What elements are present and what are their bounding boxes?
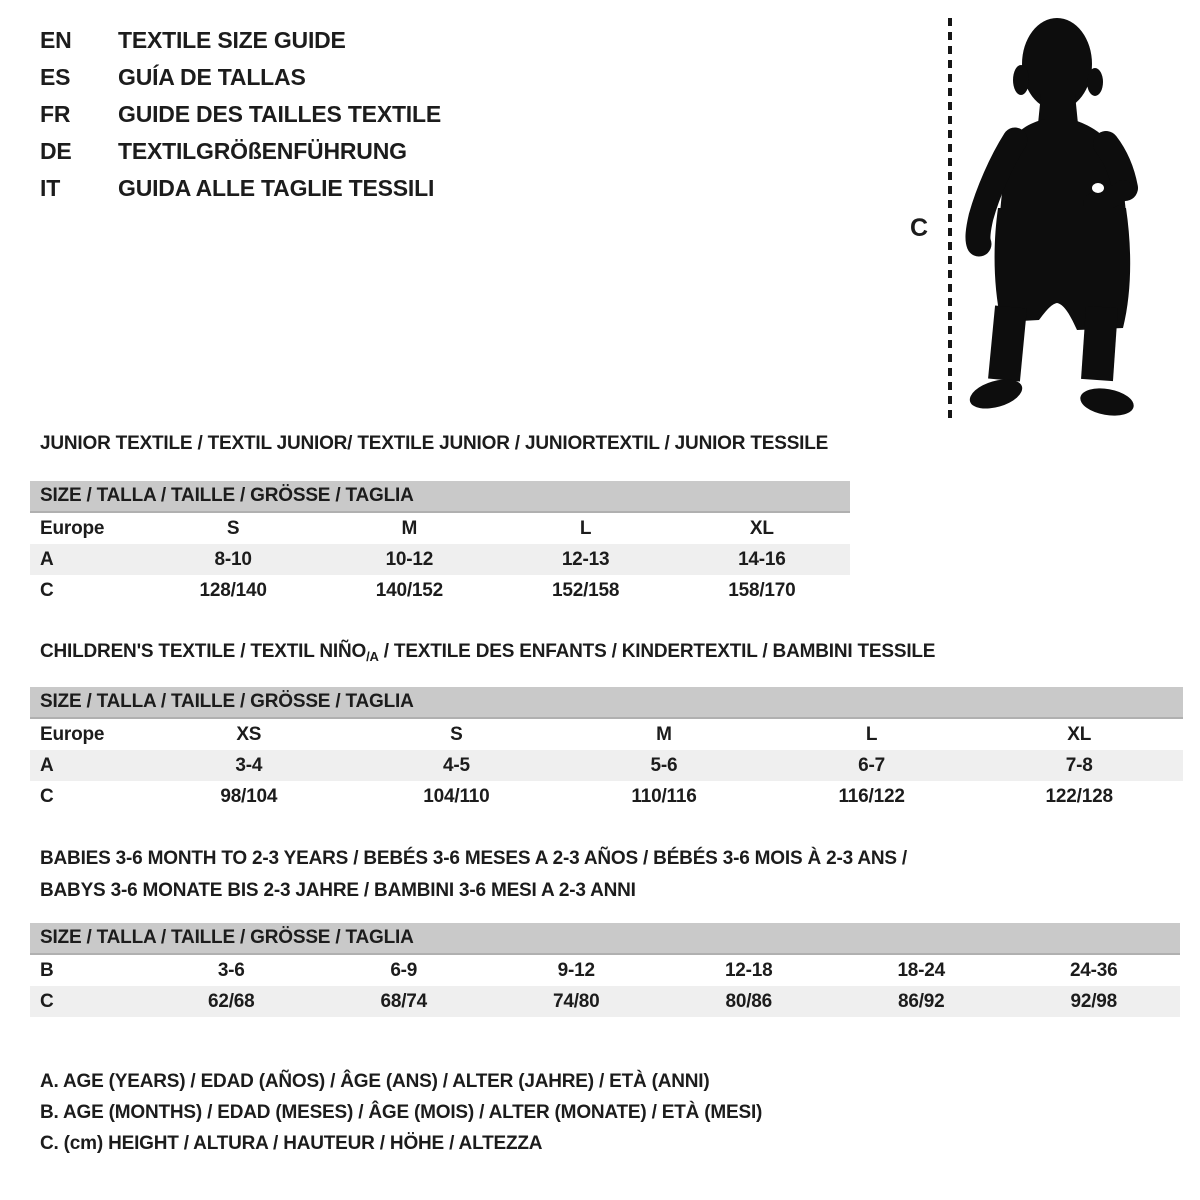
- row-label: B: [40, 959, 54, 981]
- table-row-age: [30, 544, 850, 575]
- babies-size-table: [30, 923, 1180, 1017]
- age-cell: 3-4: [235, 754, 263, 776]
- language-row-fr: [40, 96, 441, 133]
- age-cell: 5-6: [650, 754, 678, 776]
- language-row-en: [40, 22, 441, 59]
- size-header-bar: SIZE / TALLA / TAILLE / GRÖSSE / TAGLIA: [30, 687, 1183, 719]
- age-cell: 12-13: [561, 548, 610, 570]
- babies-heading-line2: BABYS 3-6 MONATE BIS 2-3 JAHRE / BAMBINI 3-6 MESI A 2-3 ANNI: [40, 880, 636, 901]
- size-cell: S: [450, 723, 463, 745]
- age-cell: 6-7: [858, 754, 886, 776]
- row-label: C: [40, 579, 54, 601]
- language-code: EN: [40, 27, 72, 53]
- guide-title-fr: GUIDE DES TAILLES TEXTILE: [118, 101, 441, 127]
- row-label: Europe: [40, 723, 105, 745]
- language-code: DE: [40, 138, 72, 164]
- height-cell: 74/80: [552, 990, 600, 1012]
- months-cell: 24-36: [1069, 959, 1118, 981]
- toddler-silhouette-icon: [965, 12, 1140, 417]
- age-cell: 10-12: [385, 548, 434, 570]
- legend-line-c: C. (cm) HEIGHT / ALTURA / HAUTEUR / HÖHE / ALTEZZA: [40, 1132, 543, 1154]
- months-cell: 12-18: [724, 959, 773, 981]
- months-cell: 3-6: [217, 959, 245, 981]
- size-cell: XL: [749, 517, 774, 539]
- children-heading-pre: CHILDREN'S TEXTILE / TEXTIL NIÑO: [40, 641, 367, 662]
- height-cell: 116/122: [838, 785, 905, 807]
- size-cell: XL: [1067, 723, 1092, 745]
- language-code: FR: [40, 101, 71, 127]
- height-cell: 92/98: [1070, 990, 1118, 1012]
- language-code: ES: [40, 64, 71, 90]
- size-cell: M: [656, 723, 672, 745]
- height-cell: 152/158: [551, 579, 620, 601]
- guide-title-it: GUIDA ALLE TAGLIE TESSILI: [118, 175, 435, 201]
- measurement-legend: [40, 1066, 762, 1159]
- age-cell: 8-10: [214, 548, 252, 570]
- months-cell: 18-24: [897, 959, 946, 981]
- language-row-it: [40, 170, 441, 207]
- height-cell: 86/92: [897, 990, 945, 1012]
- children-heading-post: / TEXTILE DES ENFANTS / KINDERTEXTIL / BAMBINI TESSILE: [378, 641, 936, 662]
- row-label: A: [40, 754, 54, 776]
- guide-title-en: TEXTILE SIZE GUIDE: [118, 27, 346, 53]
- children-size-table: [30, 687, 1183, 812]
- language-row-de: [40, 133, 441, 170]
- size-cell: XS: [236, 723, 262, 745]
- junior-size-table: [30, 481, 850, 606]
- table-row-europe: [30, 719, 1183, 750]
- table-row-height: [30, 575, 850, 606]
- age-cell: 4-5: [442, 754, 470, 776]
- height-cell: 68/74: [380, 990, 428, 1012]
- height-cell: 110/116: [631, 785, 697, 807]
- height-cell: 80/86: [725, 990, 773, 1012]
- size-cell: L: [579, 517, 592, 539]
- table-row-europe: [30, 513, 850, 544]
- height-cell: 104/110: [423, 785, 490, 807]
- row-label: C: [40, 785, 54, 807]
- size-header-bar: SIZE / TALLA / TAILLE / GRÖSSE / TAGLIA: [30, 481, 850, 513]
- table-row-height: [30, 986, 1180, 1017]
- height-cell: 140/152: [375, 579, 444, 601]
- language-row-es: [40, 59, 441, 96]
- size-cell: L: [865, 723, 878, 745]
- table-row-age: [30, 750, 1183, 781]
- height-measure-label: C: [910, 214, 928, 242]
- height-cell: 62/68: [207, 990, 255, 1012]
- babies-heading-line1: BABIES 3-6 MONTH TO 2-3 YEARS / BEBÉS 3-6 MESES A 2-3 AÑOS / BÉBÉS 3-6 MOIS À 2-3 ANS /: [40, 848, 908, 869]
- size-header-bar: SIZE / TALLA / TAILLE / GRÖSSE / TAGLIA: [30, 923, 1180, 955]
- legend-line-b: B. AGE (MONTHS) / EDAD (MESES) / ÂGE (MOIS) / ALTER (MONATE) / ETÀ (MESI): [40, 1101, 763, 1123]
- junior-section-heading: JUNIOR TEXTILE / TEXTIL JUNIOR/ TEXTILE JUNIOR / JUNIORTEXTIL / JUNIOR TESSILE: [40, 433, 829, 454]
- children-heading-subscript: /A: [366, 649, 379, 664]
- height-dashed-line: [948, 18, 952, 418]
- age-cell: 7-8: [1065, 754, 1093, 776]
- row-label: Europe: [40, 517, 105, 539]
- babies-section-heading: [40, 843, 907, 907]
- guide-title-de: TEXTILGRÖßENFÜHRUNG: [118, 138, 407, 164]
- children-section-heading: [40, 641, 935, 664]
- row-label: A: [40, 548, 54, 570]
- size-cell: S: [226, 517, 240, 539]
- months-cell: 9-12: [557, 959, 595, 981]
- guide-title-es: GUÍA DE TALLAS: [118, 64, 306, 90]
- row-label: C: [40, 990, 54, 1012]
- height-cell: 158/170: [728, 579, 796, 601]
- size-cell: M: [401, 517, 418, 539]
- height-cell: 128/140: [199, 579, 267, 601]
- age-cell: 14-16: [738, 548, 786, 570]
- height-cell: 98/104: [220, 785, 278, 807]
- language-title-list: [40, 22, 441, 207]
- height-cell: 122/128: [1045, 785, 1113, 807]
- table-row-height: [30, 781, 1183, 812]
- legend-line-a: A. AGE (YEARS) / EDAD (AÑOS) / ÂGE (ANS) / ALTER (JAHRE) / ETÀ (ANNI): [40, 1070, 710, 1092]
- language-code: IT: [40, 175, 61, 201]
- months-cell: 6-9: [390, 959, 418, 981]
- table-row-months: [30, 955, 1180, 986]
